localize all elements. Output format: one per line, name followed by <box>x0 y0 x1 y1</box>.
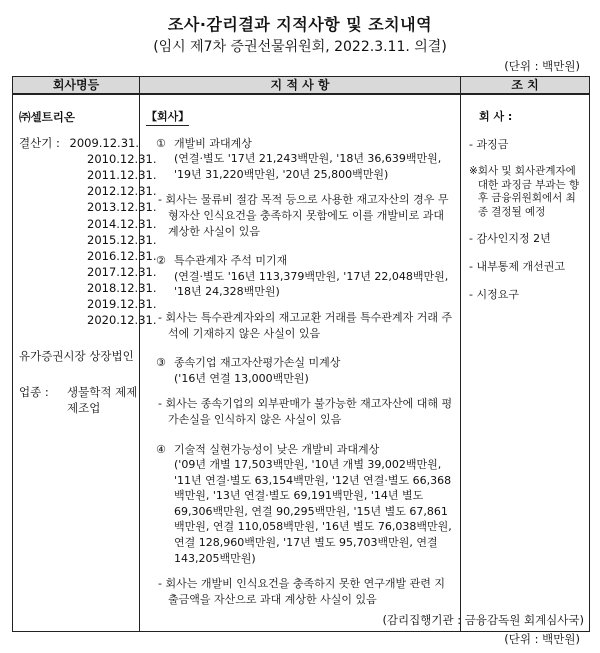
finding-title-text: 종속기업 재고자산평가손실 미계상 <box>174 356 341 370</box>
actions-cell <box>461 94 590 632</box>
finding-title <box>146 442 454 458</box>
industry-value: 생물학적 제제 <box>67 385 138 400</box>
fiscal-year: 2010.12.31. <box>87 152 157 167</box>
note-mark: ※ <box>469 165 478 177</box>
findings-table <box>12 76 590 632</box>
fiscal-year: 2020.12.31. <box>87 313 157 328</box>
fiscal-year: 2019.12.31. <box>87 297 157 312</box>
fiscal-year: 2017.12.31. <box>87 264 157 279</box>
action-item: - 시정요구 <box>469 288 519 301</box>
finding-detail: (연결·별도 '16년 113,379백만원, '17년 22,048백만원, '18년 24,328백만원) <box>174 269 449 299</box>
company-name: ㈜셀트리온 <box>19 110 75 124</box>
page-title: 조사·감리결과 지적사항 및 조치내역 <box>167 15 433 34</box>
industry-label: 업종 : <box>19 385 49 400</box>
actions-heading: 회 사 : <box>479 110 513 123</box>
finding-bullet: - 회사는 특수관계자와의 재고교환 거래를 특수관계자 거래 주석에 기재하지 않은 사실이 있음 <box>158 310 453 340</box>
unit-label-bottom: (단위 : 백만원) <box>504 632 580 646</box>
header-company: 회사명등 <box>13 77 140 95</box>
finding-title-text: 개발비 과대계상 <box>174 136 252 150</box>
finding-title <box>146 253 454 269</box>
finding-title-text: 특수관계자 주석 미기재 <box>174 254 288 268</box>
action-note <box>469 165 585 219</box>
company-cell <box>13 94 157 632</box>
finding-detail: (연결·별도 '17년 21,243백만원, '18년 36,639백만원, '19년 31,220백만원, '20년 25,800백만원) <box>174 152 442 181</box>
fiscal-year: 2015.12.31. <box>87 232 157 247</box>
fiscal-year: 2012.12.31. <box>87 184 157 199</box>
finding-title-text: 기술적 실현가능성이 낮은 개발비 과대계상 <box>174 442 380 456</box>
fiscal-year: 2011.12.31. <box>87 168 157 183</box>
finding-number: ② <box>156 254 166 268</box>
fiscal-year-label: 결산기 : <box>19 136 60 151</box>
market-label: 유가증권시장 상장법인 <box>19 349 134 364</box>
fiscal-year: 2014.12.31. <box>87 216 157 231</box>
page-subtitle: (임시 제7차 증권선물위원회, 2022.3.11. 의결) <box>153 39 447 55</box>
fiscal-year: 2016.12.31. <box>87 248 157 263</box>
finding-bullet: - 회사는 물류비 절감 목적 등으로 사용한 재고자산의 경우 무형자산 인식요건을 충족하지 못함에도 이를 개발비로 과대 계상한 사실이 있음 <box>158 193 449 238</box>
finding-number: ① <box>156 136 166 150</box>
fiscal-year: 2013.12.31. <box>87 200 157 215</box>
fiscal-year: 2009.12.31. <box>69 136 139 151</box>
action-item: - 과징금 <box>469 138 509 151</box>
unit-label-top: (단위 : 백만원) <box>504 59 580 73</box>
finding-number: ③ <box>156 356 166 370</box>
finding-bullet: - 회사는 개발비 인식요건을 충족하지 못한 연구개발 관련 지출금액을 자산으로 과대 계상한 사실이 있음 <box>158 577 445 606</box>
finding-title <box>146 355 454 371</box>
findings-cell <box>140 94 461 632</box>
audit-agency: (감리집행기관 : 금융감독원 회계심사국) <box>382 613 584 627</box>
findings-heading: 【회사】 <box>146 109 189 126</box>
fiscal-year: 2018.12.31. <box>87 280 157 295</box>
finding-title <box>146 136 454 152</box>
header-actions: 조 치 <box>461 77 590 95</box>
header-findings: 지 적 사 항 <box>140 77 461 95</box>
action-item: - 감사인지정 2년 <box>469 232 551 245</box>
finding-detail: ('09년 개별 17,503백만원, '10년 개별 39,002백만원, '11년 연결·별도 63,154백만원, '12년 연결·별도 66,368백만원, '13년 연결·별도 69,191백만원, '14년 별도 69,306백만원, 연결 90,295백만원, '15년 별도 67,861백만원, 연결 110,058백만원, '16년 별도 76,038백만원, 연결 128,960백만원, '17년 별도 95,703백만원, 연결 143,205백만원) <box>174 458 452 565</box>
action-item: - 내부통제 개선권고 <box>469 260 565 273</box>
industry-value-cont: 제조업 <box>67 401 101 416</box>
note-text: 회사 및 회사관계자에 대한 과징금 부과는 향후 금융위원회에서 최종 결정될 예정 <box>477 165 580 218</box>
finding-bullet: - 회사는 종속기업의 외부판매가 불가능한 재고자산에 대해 평가손실을 인식하지 않은 사실이 있음 <box>158 397 453 426</box>
finding-detail: ('16년 연결 13,000백만원) <box>174 371 309 385</box>
finding-number: ④ <box>156 442 166 456</box>
